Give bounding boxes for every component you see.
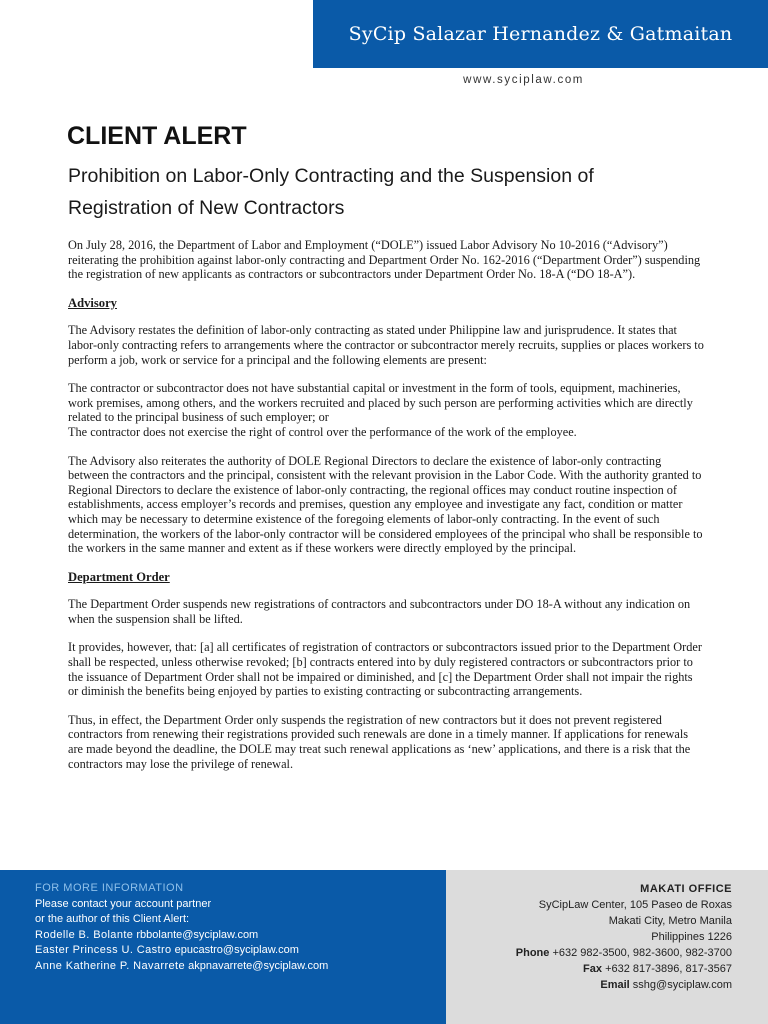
alert-subtitle (68, 160, 708, 224)
fax-number: +632 817-3896, 817-3567 (605, 963, 732, 975)
contact-item (35, 928, 446, 944)
department-order-heading: Department Order (68, 569, 170, 584)
department-order-paragraph-2: It provides, however, that: [a] all certificates of registration of contractors or subcontractors issued prior to the Department Order shall be respected, unless otherwise revoked; [b] contracts entered into by duly registered contractors or subcontractors prior to the issuance of Department Order shall not be impaired or diminished, and [c] the Department Order shall not impair the rights or diminish the benefits being enjoyed by parties to existing contracting or subcontracting arrangements. (68, 640, 702, 699)
office-email (446, 977, 732, 993)
email-label: Email (600, 979, 630, 991)
intro-paragraph: On July 28, 2016, the Department of Labor and Employment (“DOLE”) issued Labor Advisory No 10-2016 (“Advisory”) reiterating the prohibition against labor-only contracting and Department Order No. 162-2016 (“Department Order”) suspending the registration of new applicants as contractors or subcontractors under Department Order No. 18-A (“DO 18-A”). (68, 238, 701, 282)
contact-email-link[interactable]: akpnavarrete@syciplaw.com (188, 959, 329, 972)
office-fax (446, 961, 732, 977)
subtitle-line-2: Registration of New Contractors (68, 197, 345, 219)
office-address-line-1: SyCipLaw Center, 105 Paseo de Roxas (538, 899, 732, 911)
contact-item (35, 943, 446, 959)
firm-website: www.syciplaw.com (463, 74, 584, 86)
page-title: CLIENT ALERT (67, 122, 247, 150)
advisory-element-1: The contractor or subcontractor does not have substantial capital or investment in the form of tools, equipment, machineries, work premises, among others, and the workers recruited and placed by such person are performing activities which are directly related to the principal business of such employer; or (68, 381, 693, 425)
department-order-paragraph-3: Thus, in effect, the Department Order only suspends the registration of new contractors but it does not prevent registered contractors from renewing their registrations provided such renewals are done in a timely manner. If applications for renewals are made beyond the deadline, the DOLE may treat such renewal applications as ‘new’ applications, and there is a risk that the contractors may lose the privilege of renewal. (68, 712, 691, 771)
phone-number: +632 982-3500, 982-3600, 982-3700 (552, 947, 732, 959)
office-address-line-2: Makati City, Metro Manila (608, 915, 732, 927)
contact-name: Easter Princess U. Castro (35, 944, 172, 957)
more-info-panel (0, 870, 446, 1024)
fax-label: Fax (583, 963, 603, 975)
footer (0, 870, 768, 1024)
contact-item (35, 959, 446, 975)
contact-instruction-2: or the author of this Client Alert: (35, 913, 190, 926)
more-info-title: FOR MORE INFORMATION (35, 882, 184, 894)
contact-instruction-1: Please contact your account partner (35, 897, 212, 910)
department-order-paragraph-1: The Department Order suspends new registrations of contractors and subcontractors under DO 18-A without any indication on when the suspension shall be lifted. (68, 597, 691, 626)
office-phone (446, 945, 732, 961)
contact-email-link[interactable]: rbbolante@syciplaw.com (136, 928, 259, 941)
office-title: MAKATI OFFICE (640, 883, 732, 895)
subtitle-line-1: Prohibition on Labor-Only Contracting and the Suspension of (68, 165, 594, 187)
office-panel (446, 870, 768, 1024)
advisory-paragraph-2: The Advisory also reiterates the authority of DOLE Regional Directors to declare the existence of labor-only contracting between the contractors and the principal, consistent with the relevant provision in the Labor Code. With the authority granted to Regional Directors to declare the existence of labor-only contracting, the regional offices may conduct routine inspection of establishments, access employer’s records and premises, question any employee and investigate any fact, condition or matter which may be necessary to determine existence of the foregoing elements of labor-only contracting. In the event of such determination, the workers of the labor-only contractor will be considered employees of the principal who shall be responsible to the workers in the same manner and extent as if these workers were directly employed by the principal. (68, 453, 703, 556)
firm-name: SyCip Salazar Hernandez & Gatmaitan (348, 23, 733, 45)
firm-name-banner (313, 0, 768, 68)
contact-name: Anne Katherine P. Navarrete (35, 959, 186, 972)
office-address-line-3: Philippines 1226 (651, 931, 732, 943)
advisory-heading: Advisory (68, 295, 117, 310)
contact-email-link[interactable]: epucastro@syciplaw.com (174, 944, 299, 957)
contact-name: Rodelle B. Bolante (35, 928, 134, 941)
alert-body (68, 238, 704, 785)
office-email-link[interactable]: sshg@syciplaw.com (632, 979, 732, 991)
advisory-element-2: The contractor does not exercise the right of control over the performance of the work of the employee. (68, 424, 577, 439)
advisory-paragraph-1: The Advisory restates the definition of labor-only contracting as stated under Philippine law and jurisprudence. It states that labor-only contracting refers to arrangements where the contractor or subcontractor merely recruits, supplies or places workers to perform a job, work or service for a principal and the following elements are present: (68, 323, 704, 367)
phone-label: Phone (515, 947, 550, 959)
